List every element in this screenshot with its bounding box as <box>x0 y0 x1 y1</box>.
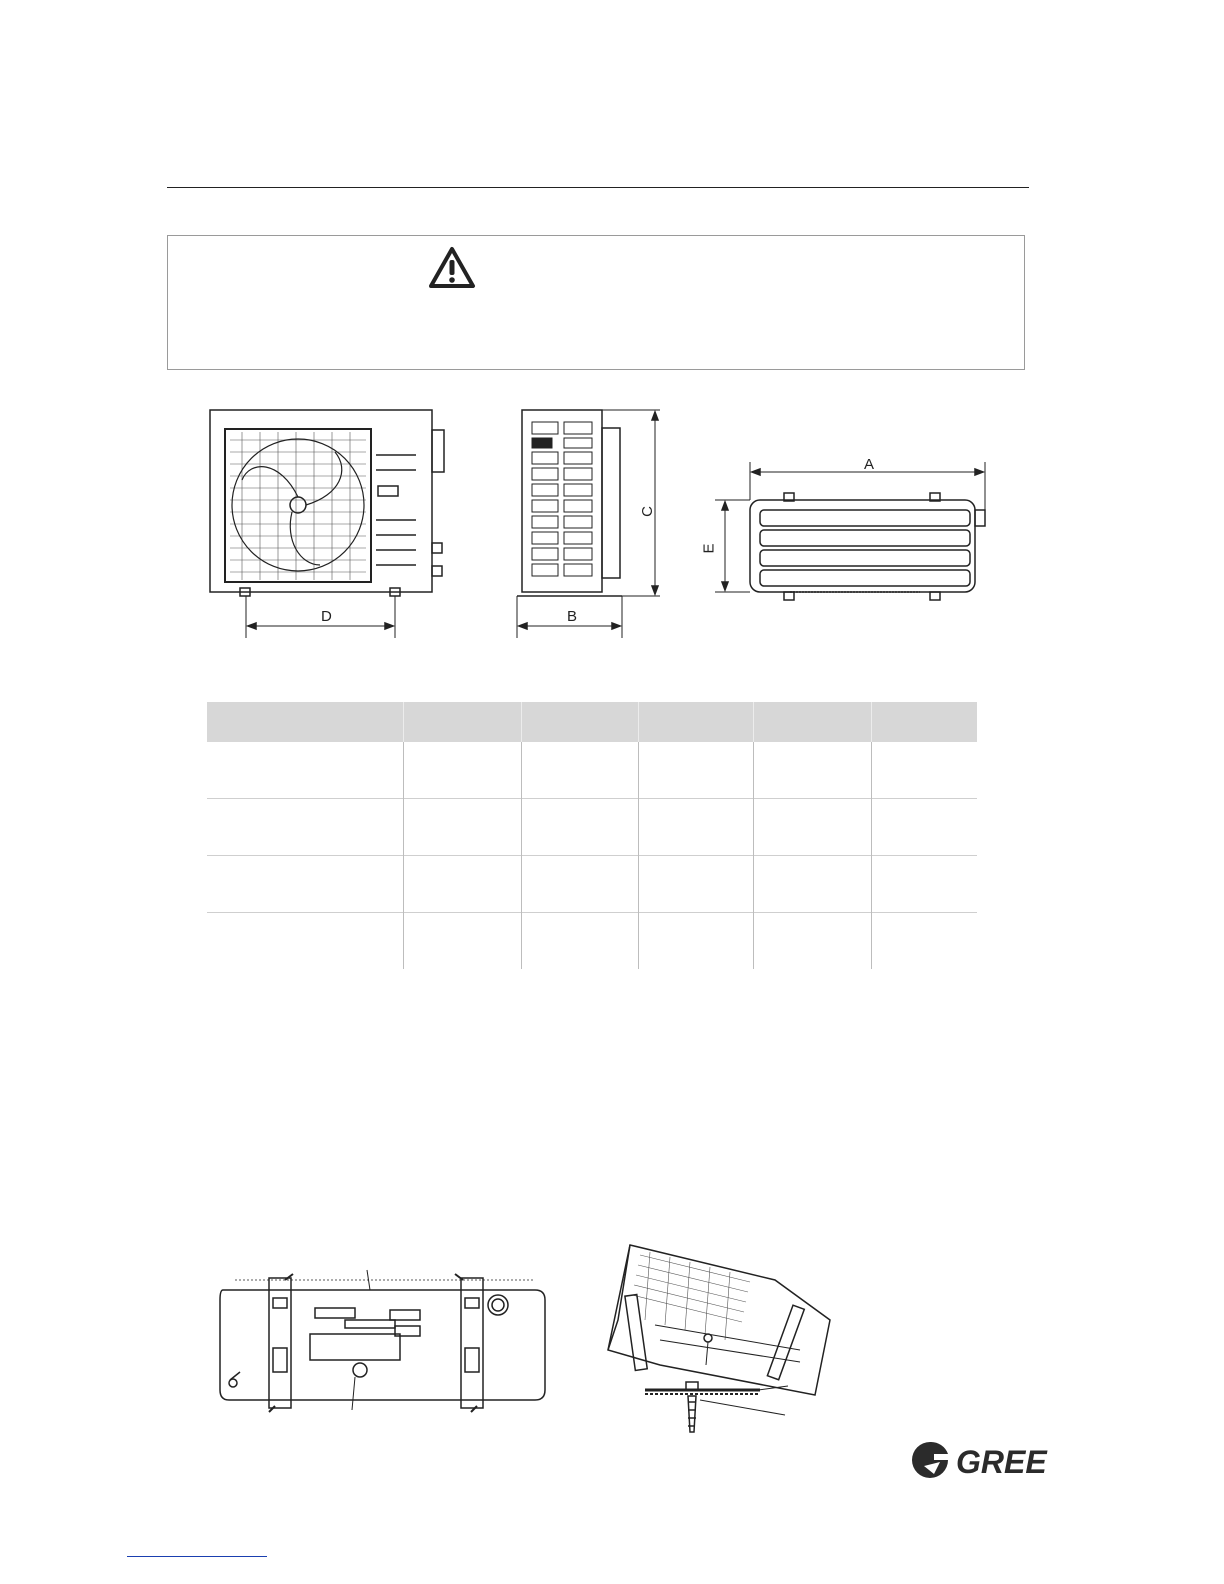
footer-link-underline[interactable] <box>127 1556 267 1557</box>
table-header-row <box>207 702 977 742</box>
gree-logo-text: GREE <box>956 1444 1047 1480</box>
dimension-e-label: E <box>700 543 718 554</box>
unit-floor-anchor-drawing <box>600 1240 840 1440</box>
top-view <box>715 462 985 600</box>
caution-box <box>167 235 1025 370</box>
warning-triangle-icon <box>428 246 476 290</box>
table-row <box>207 856 977 913</box>
table-row <box>207 799 977 856</box>
table-row <box>207 913 977 970</box>
table-row <box>207 742 977 799</box>
dimensions-table <box>207 702 977 969</box>
gree-logo <box>910 1440 1076 1480</box>
outdoor-unit-dimension-drawings <box>190 400 1030 650</box>
unit-base-mounting-drawing <box>215 1240 555 1420</box>
dimension-d-label: D <box>321 608 332 625</box>
header-rule <box>167 187 1029 188</box>
dimension-b-label: B <box>567 608 578 625</box>
dimension-c-label: C <box>638 506 656 517</box>
dimension-a-label: A <box>864 456 875 473</box>
side-view <box>517 410 660 638</box>
front-view <box>210 410 444 638</box>
